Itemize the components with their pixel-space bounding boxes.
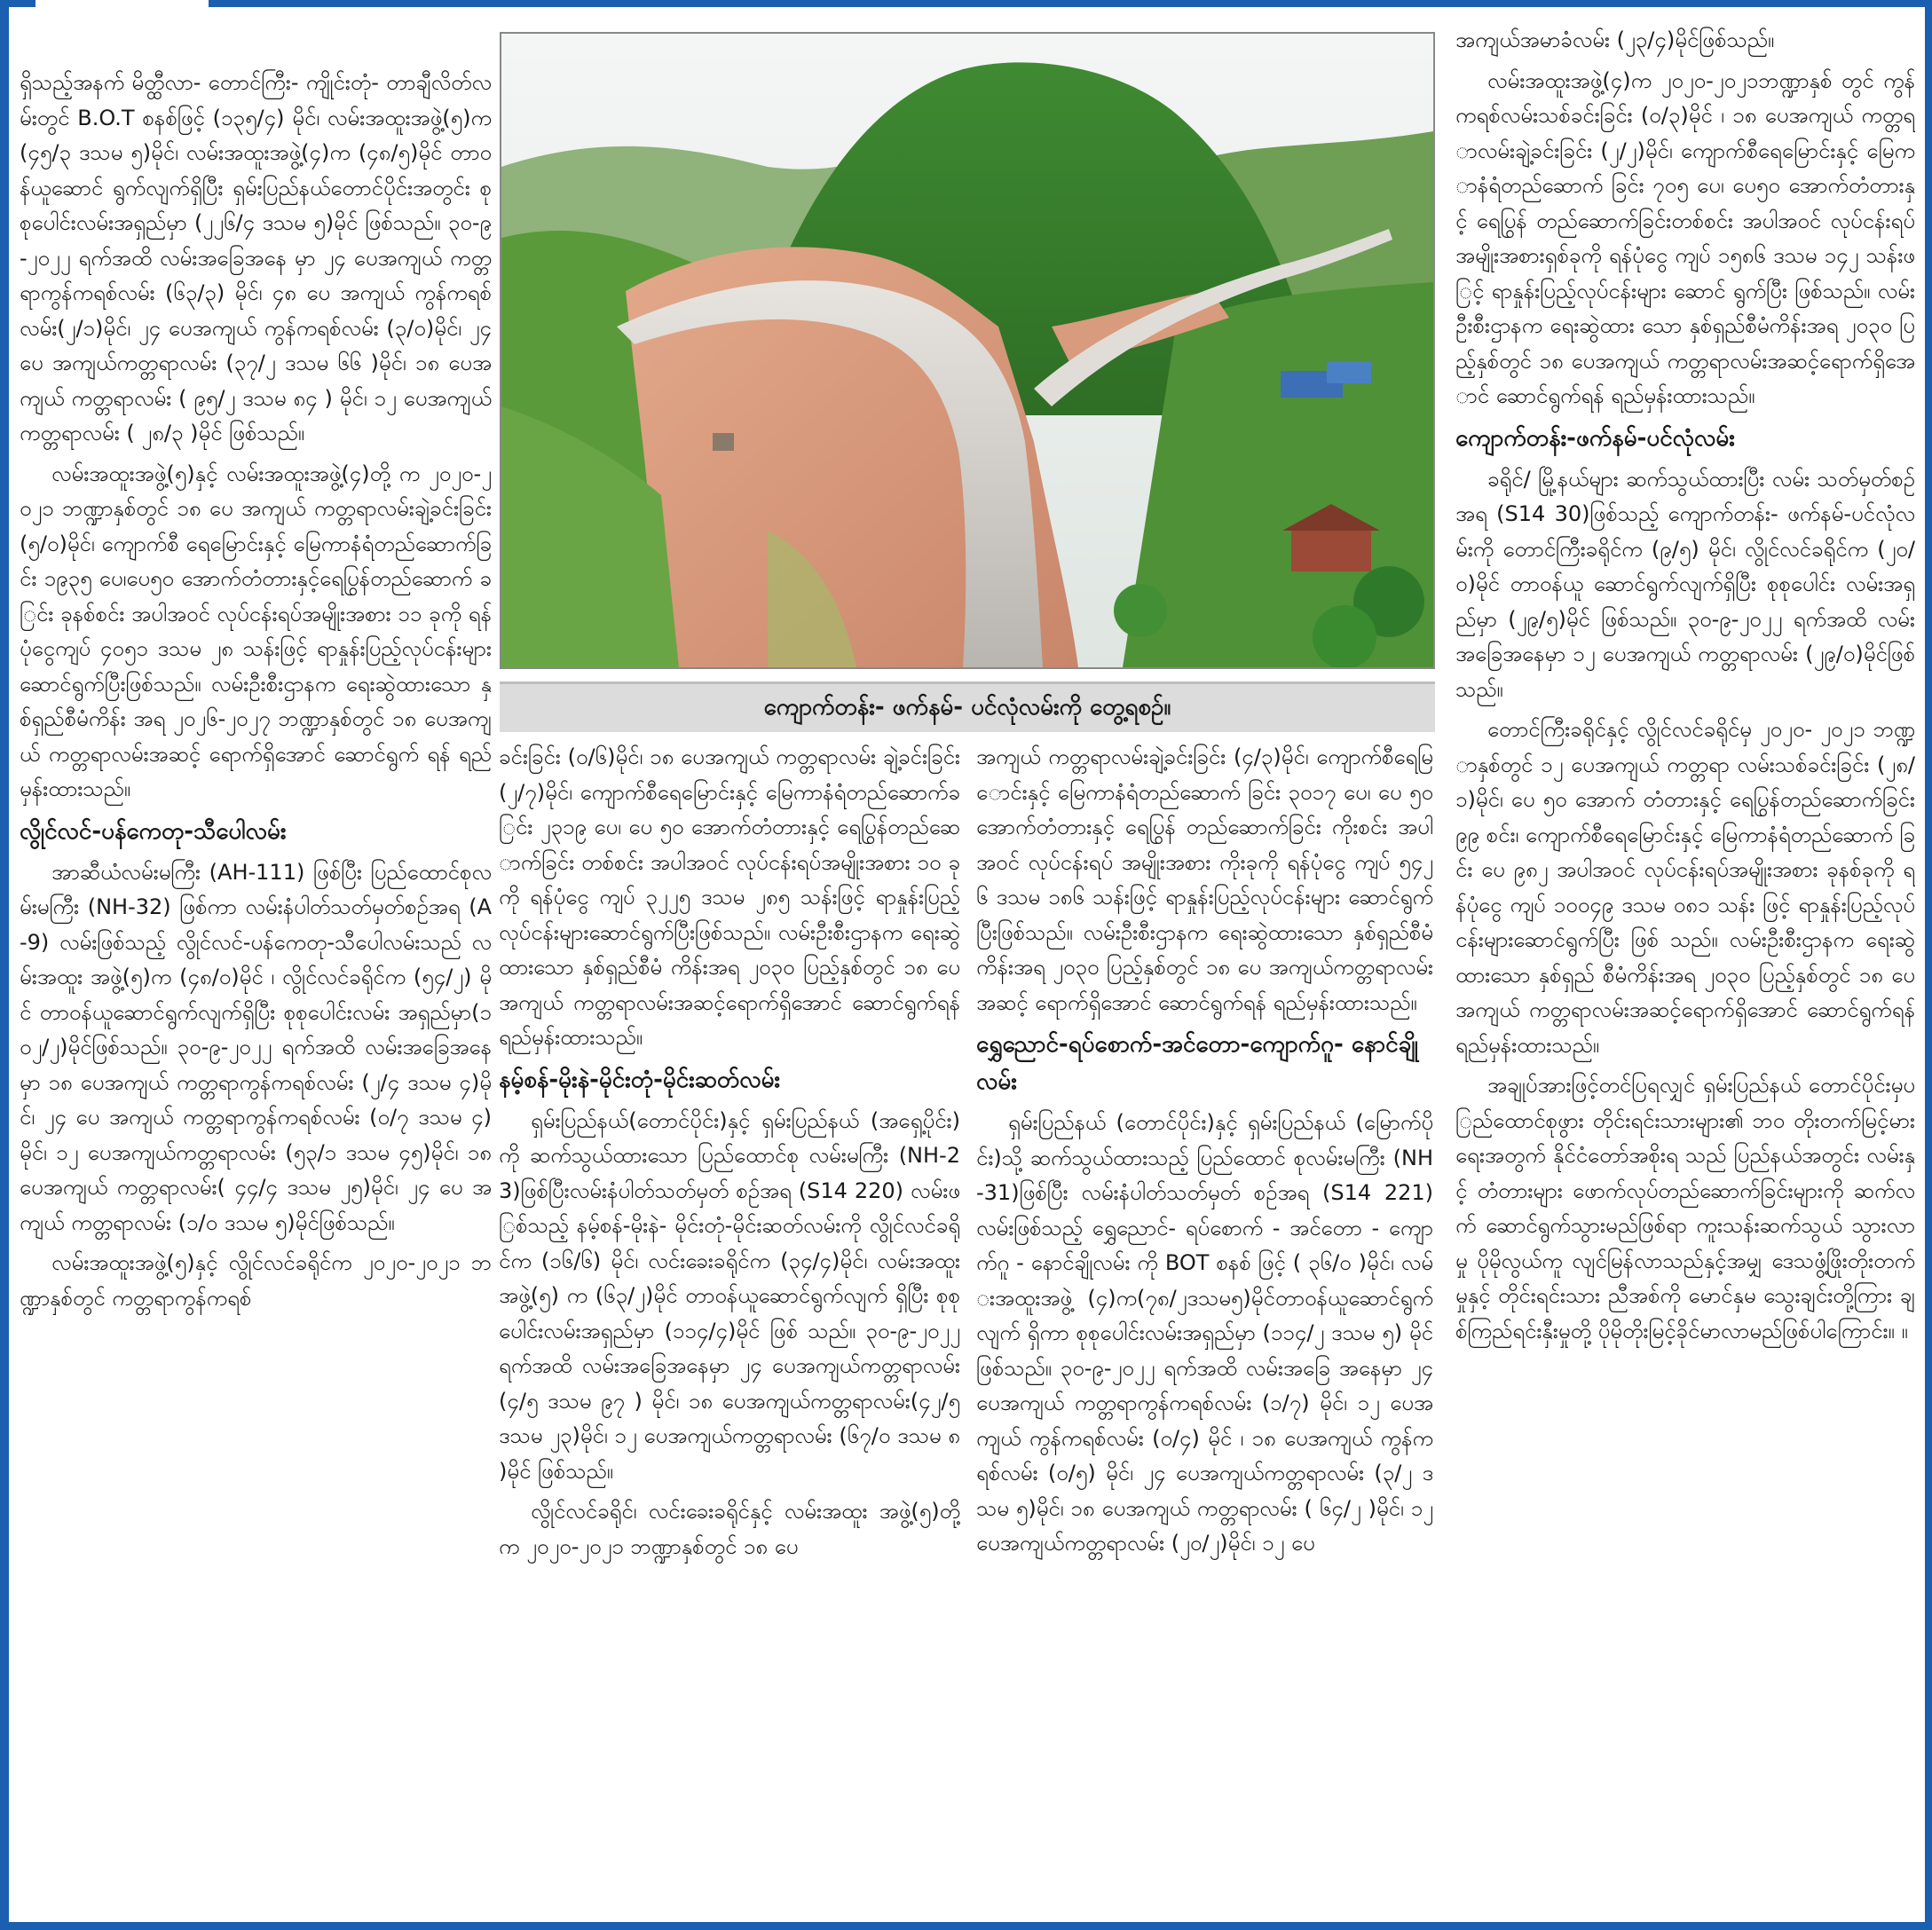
article-paragraph: လမ်းအထူးအဖွဲ့(၅)နှင့် လမ်းအထူးအဖွဲ့(၄)တို့ က ၂၀၂၀-၂၀၂၁ ဘဏ္ဍာနှစ်တွင် ၁၈ ပေ အကျယ် ကတ္တရာလမ်းချဲ့ခင်းခြင်း (၅/၀)မိုင်၊ ကျောက်စီ ရေမြောင်းနှင့် မြေကာနံရံတည်ဆောက်ခြင်း ၁၉၃၅ ပေ၊ပေ၅၀ အောက်တံတားနှင့်ရေပြွန်တည်ဆောက် ခြင်း ခုနစ်စင်း အပါအဝင် လုပ်ငန်းရပ်အမျိုးအစား ၁၁ ခုကို ရန်ပုံငွေကျပ် ၄၀၅၁ ဒသမ ၂၈ သန်းဖြင့် ရာနှုန်းပြည့်လုပ်ငန်းများ ဆောင်ရွက်ပြီးဖြစ်သည်။ လမ်းဦးစီးဌာနက ရေးဆွဲထားသော နှစ်ရှည်စီမံကိန်း အရ ၂၀၂၆-၂၀၂၇ ဘဏ္ဍာနှစ်တွင် ၁၈ ပေအကျယ် ကတ္တရာလမ်းအဆင့် ရောက်ရှိအောင် ဆောင်ရွက် ရန် ရည်မှန်းထားသည်။ [20,461,492,801]
page-frame-left [0,0,9,1930]
article-paragraph: လမ်းအထူးအဖွဲ့(၄)က ၂၀၂၀-၂၀၂၁ဘဏ္ဍာနှစ် တွင် ကွန်ကရစ်လမ်းသစ်ခင်းခြင်း (၀/၃)မိုင် ၊ ၁၈ ပေအကျယ် ကတ္တရာလမ်းချဲ့ခင်းခြင်း (၂/၂)မိုင်၊ ကျောက်စီရေမြောင်းနှင့် မြေကာနံရံတည်ဆောက် ခြင်း ၇၀၅ ပေ၊ ပေ၅၀ အောက်တံတားနှင့် ရေပြွန် တည်ဆောက်ခြင်းတစ်စင်း အပါအဝင် လုပ်ငန်းရပ် အမျိုးအစားရှစ်ခုကို ရန်ပုံငွေ ကျပ် ၁၅၈၆ ဒသမ ၁၄၂ သန်းဖြင့် ရာနှုန်းပြည့်လုပ်ငန်းများ ဆောင် ရွက်ပြီး ဖြစ်သည်။ လမ်းဦးစီးဌာနက ရေးဆွဲထား သော နှစ်ရှည်စီမံကိန်းအရ ၂၀၃၀ ပြည့်နှစ်တွင် ၁၈ ပေအကျယ် ကတ္တရာလမ်းအဆင့်ရောက်ရှိအောင် ဆောင်ရွက်ရန် ရည်မှန်းထားသည်။ [1455,67,1915,408]
road-photo [500,32,1435,669]
article-paragraph: တောင်ကြီးခရိုင်နှင့် လွိုင်လင်ခရိုင်မှ ၂၀၂၀- ၂၀၂၁ ဘဏ္ဍာနှစ်တွင် ၁၂ ပေအကျယ် ကတ္တရာ လမ်းသစ်ခင်းခြင်း (၂၈/၁)မိုင်၊ ပေ ၅၀ အောက် တံတားနှင့် ရေပြွန်တည်ဆောက်ခြင်း ၉၉ စင်း၊ ကျောက်စီရေမြောင်းနှင့် မြေကာနံရံတည်ဆောက် ခြင်း ပေ ၉၈၂ အပါအဝင် လုပ်ငန်းရပ်အမျိုးအစား ခုနစ်ခုကို ရန်ပုံငွေ ကျပ် ၁၀၀၄၉ ဒသမ ၀၈၁ သန်း ဖြင့် ရာနှုန်းပြည့်လုပ်ငန်းများဆောင်ရွက်ပြီး ဖြစ် သည်။ လမ်းဦးစီးဌာနက ရေးဆွဲထားသော နှစ်ရှည် စီမံကိန်းအရ ၂၀၃၀ ပြည့်နှစ်တွင် ၁၈ ပေအကျယ် ကတ္တရာလမ်းအဆင့်ရောက်ရှိအောင် ဆောင်ရွက်ရန် ရည်မှန်းထားသည်။ [1455,717,1915,1058]
article-column-4 [1455,23,1915,1911]
top-accent-bar-right [209,0,1932,7]
article-paragraph: လွိုင်လင်ခရိုင်၊ လင်းခေးခရိုင်နှင့် လမ်းအထူး အဖွဲ့(၅)တို့က ၂၀၂၀-၂၀၂၁ ဘဏ္ဍာနှစ်တွင် ၁၈ ပေ [499,1499,960,1559]
page-frame-bottom [0,1922,1932,1930]
article-paragraph: လမ်းအထူးအဖွဲ့(၅)နှင့် လွိုင်လင်ခရိုင်က ၂၀၂၀-၂၀၂၁ ဘဏ္ဍာနှစ်တွင် ကတ္တရာကွန်ကရစ် [20,1250,492,1311]
article-paragraph: ရှိသည့်အနက် မိတ္ထီလာ- တောင်ကြီး- ကျိုင်းတုံ- တာချီလိတ်လမ်းတွင် B.O.T စနစ်ဖြင့် (၁၃၅/၄) မိုင်၊ လမ်းအထူးအဖွဲ့(၅)က (၄၅/၃ ဒသမ ၅)မိုင်၊ လမ်းအထူးအဖွဲ့(၄)က (၄၈/၅)မိုင် တာဝန်ယူဆောင် ရွက်လျက်ရှိပြီး ရှမ်းပြည်နယ်တောင်ပိုင်းအတွင်း စုစုပေါင်းလမ်းအရှည်မှာ (၂၂၆/၄ ဒသမ ၅)မိုင် ဖြစ်သည်။ ၃၀-၉-၂၀၂၂ ရက်အထိ လမ်းအခြေအနေ မှာ ၂၄ ပေအကျယ် ကတ္တရာကွန်ကရစ်လမ်း (၆၃/၃) မိုင်၊ ၄၈ ပေ အကျယ် ကွန်ကရစ်လမ်း(၂/၁)မိုင်၊ ၂၄ ပေအကျယ် ကွန်ကရစ်လမ်း (၃/၀)မိုင်၊ ၂၄ ပေ အကျယ်ကတ္တရာလမ်း (၃၇/၂ ဒသမ ၆၆ )မိုင်၊ ၁၈ ပေအကျယ် ကတ္တရာလမ်း ( ၉၅/၂ ဒသမ ၈၄ ) မိုင်၊ ၁၂ ပေအကျယ် ကတ္တရာလမ်း ( ၂၈/၃ )မိုင် ဖြစ်သည်။ [20,70,492,445]
page-frame-right [1925,0,1932,1930]
article-paragraph: ရှမ်းပြည်နယ်(တောင်ပိုင်း)နှင့် ရှမ်းပြည်နယ် (အရှေ့ပိုင်း)ကို ဆက်သွယ်ထားသော ပြည်ထောင်စု လမ်းမကြီး (NH-23)ဖြစ်ပြီးလမ်းနံပါတ်သတ်မှတ် စဉ်အရ (S14 220) လမ်းဖြစ်သည့် နမ့်စန်-မိုးနဲ- မိုင်းတုံ-မိုင်းဆတ်လမ်းကို လွိုင်လင်ခရိုင်က (၁၆/၆) မိုင်၊ လင်းခေးခရိုင်က (၃၄/၄)မိုင်၊ လမ်းအထူးအဖွဲ့(၅) က (၆၃/၂)မိုင် တာဝန်ယူဆောင်ရွက်လျက် ရှိပြီး စုစုပေါင်းလမ်းအရှည်မှာ (၁၁၄/၄)မိုင် ဖြစ် သည်။ ၃၀-၉-၂၀၂၂ ရက်အထိ လမ်းအခြေအနေမှာ ၂၄ ပေအကျယ်ကတ္တရာလမ်း(၄/၅ ဒသမ ၉၇ ) မိုင်၊ ၁၈ ပေအကျယ်ကတ္တရာလမ်း(၄၂/၅ ဒသမ ၂၃)မိုင်၊ ၁၂ ပေအကျယ်ကတ္တရာလမ်း (၆၇/၀ ဒသမ ၈ )မိုင် ဖြစ်သည်။ [499,1107,960,1484]
article-paragraph: ခင်းခြင်း (၀/၆)မိုင်၊ ၁၈ ပေအကျယ် ကတ္တရာလမ်း ချဲ့ခင်းခြင်း (၂/၇)မိုင်၊ ကျောက်စီရေမြောင်းနှင့် မြေကာနံရံတည်ဆောက်ခြင်း ၂၃၁၉ ပေ၊ ပေ ၅၀ အောက်တံတားနှင့် ရေပြွန်တည်ဆောက်ခြင်း တစ်စင်း အပါအဝင် လုပ်ငန်းရပ်အမျိုးအစား ၁၀ ခုကို ရန်ပုံငွေ ကျပ် ၃၂၂၅ ဒသမ ၂၈၅ သန်းဖြင့် ရာနှုန်းပြည့် လုပ်ငန်းများဆောင်ရွက်ပြီးဖြစ်သည်။ လမ်းဦးစီးဌာနက ရေးဆွဲထားသော နှစ်ရှည်စီမံ ကိန်းအရ ၂၀၃၀ ပြည့်နှစ်တွင် ၁၈ ပေအကျယ် ကတ္တရာလမ်းအဆင့်ရောက်ရှိအောင် ဆောင်ရွက်ရန် ရည်မှန်းထားသည်။ [499,744,960,1050]
article-column-1 [20,66,492,1911]
photo-caption: ကျောက်တန်း- ဖက်နမ်- ပင်လုံလမ်းကို တွေ့ရစဉ်။ [500,681,1435,732]
article-paragraph: ရှမ်းပြည်နယ် (တောင်ပိုင်း)နှင့် ရှမ်းပြည်နယ် (မြောက်ပိုင်း)သို့ ဆက်သွယ်ထားသည့် ပြည်ထောင် စုလမ်းမကြီး (NH-31)ဖြစ်ပြီး လမ်းနံပါတ်သတ်မှတ် စဉ်အရ (S14 221) လမ်းဖြစ်သည့် ရွှေညောင်- ရပ်စောက် - အင်တော - ကျောက်ဂူ - နောင်ချိုလမ်း ကို BOT စနစ် ဖြင့် ( ၃၆/၀ )မိုင်၊ လမ်းအထူးအဖွဲ့ (၄)က(၇၈/၂ဒသမ၅)မိုင်တာဝန်ယူဆောင်ရွက်လျက် ရှိကာ စုစုပေါင်းလမ်းအရှည်မှာ (၁၁၄/၂ ဒသမ ၅) မိုင်ဖြစ်သည်။ ၃၀-၉-၂၀၂၂ ရက်အထိ လမ်းအခြေ အနေမှာ ၂၄ ပေအကျယ် ကတ္တရာကွန်ကရစ်လမ်း (၁/၇) မိုင်၊ ၁၂ ပေအကျယ် ကွန်ကရစ်လမ်း (၀/၄) မိုင် ၊ ၁၈ ပေအကျယ် ကွန်ကရစ်လမ်း (၀/၅) မိုင်၊ ၂၄ ပေအကျယ်ကတ္တရာလမ်း (၃/၂ ဒသမ ၅)မိုင်၊ ၁၈ ပေအကျယ် ကတ္တရာလမ်း ( ၆၄/၂ )မိုင်၊ ၁၂ ပေအကျယ်ကတ္တရာလမ်း (၂၀/၂)မိုင်၊ ၁၂ ပေ [976,1110,1433,1556]
section-heading: လွိုင်လင်-ပန်ကေတု-သီပေါလမ်း [20,817,287,845]
article-column-3 [976,740,1433,1911]
article-column-2 [499,740,960,1911]
section-heading: ကျောက်တန်း-ဖက်နမ်-ပင်လုံလမ်း [1455,424,1735,452]
top-accent-bar-left [0,0,35,7]
article-paragraph: ခရိုင်/ မြို့နယ်များ ဆက်သွယ်ထားပြီး လမ်း သတ်မှတ်စဉ်အရ (S14 30)ဖြစ်သည့် ကျောက်တန်း- ဖက်နမ်-ပင်လုံလမ်းကို တောင်ကြီးခရိုင်က (၉/၅) မိုင်၊ လွိုင်လင်ခရိုင်က (၂၀/၀)မိုင် တာဝန်ယူ ဆောင်ရွက်လျက်ရှိပြီး စုစုပေါင်း လမ်းအရှည်မှာ (၂၉/၅)မိုင် ဖြစ်သည်။ ၃၀-၉-၂၀၂၂ ရက်အထိ လမ်း အခြေအနေမှာ ၁၂ ပေအကျယ် ကတ္တရာလမ်း (၂၉/၀)မိုင်ဖြစ်သည်။ [1455,466,1915,702]
article-paragraph: အချုပ်အားဖြင့်တင်ပြရလျှင် ရှမ်းပြည်နယ် တောင်ပိုင်းမှပြည်ထောင်စုဖွား တိုင်းရင်းသားများ၏ ဘဝ တိုးတက်မြင့်မားရေးအတွက် နိုင်ငံတော်အစိုးရ သည် ပြည်နယ်အတွင်း လမ်းနှင့် တံတားများ ဖောက်လုပ်တည်ဆောက်ခြင်းများကို ဆက်လက် ဆောင်ရွက်သွားမည်ဖြစ်ရာ ကူးသန်းဆက်သွယ် သွားလာမှု ပိုမိုလွယ်ကူ လျင်မြန်လာသည်နှင့်အမျှ ဒေသဖွံ့ဖြိုးတိုးတက်မှုနှင့် တိုင်းရင်းသား ညီအစ်ကို မောင်နှမ သွေးချင်းတို့ကြား ချစ်ကြည်ရင်းနှီးမှုတို့ ပိုမိုတိုးမြင့်ခိုင်မာလာမည်ဖြစ်ပါကြောင်း။ ။ [1455,1073,1915,1343]
article-paragraph: အကျယ်အမာခံလမ်း (၂၃/၄)မိုင်ဖြစ်သည်။ [1455,28,1775,52]
road-landscape-image [501,34,1433,667]
article-paragraph: အာဆီယံလမ်းမကြီး (AH-111) ဖြစ်ပြီး ပြည်ထောင်စုလမ်းမကြီး (NH-32) ဖြစ်ကာ လမ်းနံပါတ်သတ်မှတ်စဉ်အရ (A-9) လမ်းဖြစ်သည့် လွိုင်လင်-ပန်ကေတု-သီပေါလမ်းသည် လမ်းအထူး အဖွဲ့(၅)က (၄၈/၀)မိုင် ၊ လွိုင်လင်ခရိုင်က (၅၄/၂) မိုင် တာဝန်ယူဆောင်ရွက်လျက်ရှိပြီး စုစုပေါင်းလမ်း အရှည်မှာ(၁၀၂/၂)မိုင်ဖြစ်သည်။ ၃၀-၉-၂၀၂၂ ရက်အထိ လမ်းအခြေအနေမှာ ၁၈ ပေအကျယ် ကတ္တရာကွန်ကရစ်လမ်း (၂/၄ ဒသမ ၄)မိုင်၊ ၂၄ ပေ အကျယ် ကတ္တရာကွန်ကရစ်လမ်း (၀/၇ ဒသမ ၄) မိုင်၊ ၁၂ ပေအကျယ်ကတ္တရာလမ်း (၅၃/၁ ဒသမ ၄၅)မိုင်၊ ၁၈ ပေအကျယ် ကတ္တရာလမ်း( ၄၄/၄ ဒသမ ၂၅)မိုင်၊ ၂၄ ပေ အကျယ် ကတ္တရာလမ်း (၁/၀ ဒသမ ၅)မိုင်ဖြစ်သည်။ [20,859,492,1235]
section-heading: နမ့်စန်-မိုးနဲ-မိုင်းတုံ-မိုင်းဆတ်လမ်း [499,1066,781,1093]
section-heading: ရွှေညောင်-ရပ်စောက်-အင်တော-ကျောက်ဂူ- နောင်ချိုလမ်း [976,1031,1418,1095]
article-paragraph: အကျယ် ကတ္တရာလမ်းချဲ့ခင်းခြင်း (၄/၃)မိုင်၊ ကျောက်စီရေမြောင်းနှင့် မြေကာနံရံတည်ဆောက် ခြင်း ၃၀၁၇ ပေ၊ ပေ ၅၀ အောက်တံတားနှင့် ရေပြွန် တည်ဆောက်ခြင်း ကိုးစင်း အပါအဝင် လုပ်ငန်းရပ် အမျိုးအစား ကိုးခုကို ရန်ပုံငွေ ကျပ် ၅၄၂၆ ဒသမ ၁၈၆ သန်းဖြင့် ရာနှုန်းပြည့်လုပ်ငန်းများ ဆောင်ရွက် ပြီးဖြစ်သည်။ လမ်းဦးစီးဌာနက ရေးဆွဲထားသော နှစ်ရှည်စီမံကိန်းအရ ၂၀၃၀ ပြည့်နှစ်တွင် ၁၈ ပေ အကျယ်ကတ္တရာလမ်းအဆင့် ရောက်ရှိအောင် ဆောင်ရွက်ရန် ရည်မှန်းထားသည်။ [976,744,1433,1015]
